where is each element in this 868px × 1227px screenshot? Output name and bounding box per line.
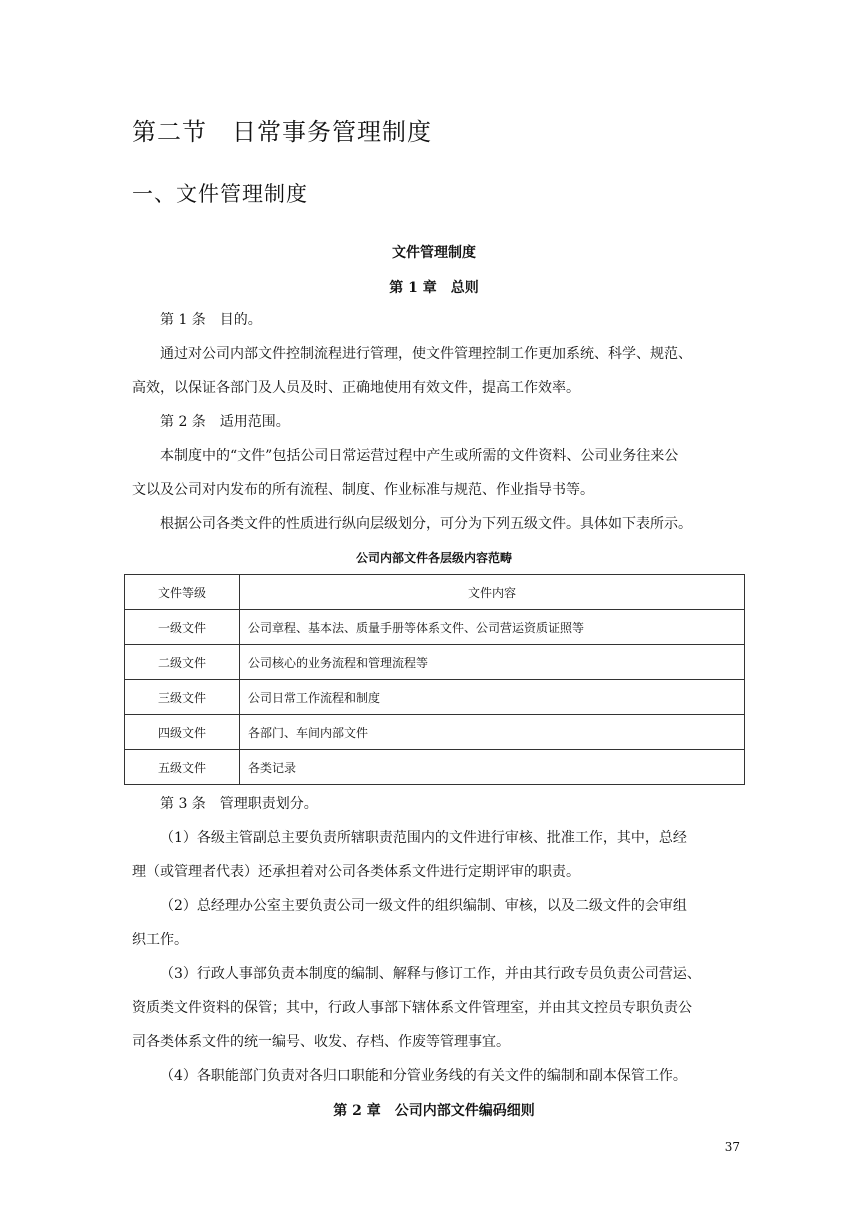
table-header-row bbox=[125, 575, 745, 610]
row-content: 公司核心的业务流程和管理流程等 bbox=[240, 645, 745, 680]
article-2-line-3: 根据公司各类文件的性质进行纵向层级划分，可分为下列五级文件。具体如下表所示。 bbox=[160, 516, 692, 532]
article-3-p1-line-2: 理（或管理者代表）还承担着对公司各类体系文件进行定期评审的职责。 bbox=[132, 864, 580, 880]
article-3-p3-line-2: 资质类文件资料的保管；其中，行政人事部下辖体系文件管理室，并由其文控员专职负责公 bbox=[132, 1000, 692, 1016]
chapter-2-heading: 第 2 章 公司内部文件编码细则 bbox=[333, 1103, 535, 1119]
article-1-line-1: 通过对公司内部文件控制流程进行管理，使文件管理控制工作更加系统、科学、规范、 bbox=[160, 346, 692, 362]
article-3-p4-line-1: （4）各职能部门负责对各归口职能和分管业务线的有关文件的编制和副本保管工作。 bbox=[160, 1068, 687, 1084]
article-3-p1-line-1: （1）各级主管副总主要负责所辖职责范围内的文件进行审核、批准工作，其中，总经 bbox=[160, 830, 687, 846]
row-content: 各类记录 bbox=[240, 750, 745, 785]
article-3-p3-line-3: 司各类体系文件的统一编号、收发、存档、作废等管理事宜。 bbox=[132, 1034, 510, 1050]
article-3-p3-line-1: （3）行政人事部负责本制度的编制、解释与修订工作，并由其行政专员负责公司营运、 bbox=[160, 966, 701, 982]
page-number: 37 bbox=[724, 1140, 740, 1154]
row-level: 五级文件 bbox=[125, 750, 240, 785]
table-row bbox=[125, 645, 745, 680]
table-row bbox=[125, 750, 745, 785]
article-3-body bbox=[132, 821, 744, 1093]
row-content: 各部门、车间内部文件 bbox=[240, 715, 745, 750]
article-1-body bbox=[132, 337, 744, 405]
article-2-body bbox=[132, 439, 744, 541]
row-level: 三级文件 bbox=[125, 680, 240, 715]
article-2-line-1: 本制度中的“文件”包括公司日常运营过程中产生或所需的文件资料、公司业务往来公 bbox=[160, 448, 679, 464]
article-1-line-2: 高效，以保证各部门及人员及时、正确地使用有效文件，提高工作效率。 bbox=[132, 380, 580, 396]
row-content: 公司章程、基本法、质量手册等体系文件、公司营运资质证照等 bbox=[240, 610, 745, 645]
file-level-table bbox=[124, 574, 745, 785]
row-content: 公司日常工作流程和制度 bbox=[240, 680, 745, 715]
header-level: 文件等级 bbox=[125, 575, 240, 610]
chapter-1-heading: 第 1 章 总则 bbox=[389, 280, 479, 296]
row-level: 二级文件 bbox=[125, 645, 240, 680]
header-content: 文件内容 bbox=[240, 575, 745, 610]
article-2-line-2: 文以及公司对内发布的所有流程、制度、作业标准与规范、作业指导书等。 bbox=[132, 482, 594, 498]
article-3-p2-line-2: 织工作。 bbox=[132, 932, 188, 948]
row-level: 四级文件 bbox=[125, 715, 240, 750]
table-row bbox=[125, 715, 745, 750]
table-row bbox=[125, 610, 745, 645]
article-1-label: 第 1 条 目的。 bbox=[160, 312, 262, 328]
subsection-heading: 一、文件管理制度 bbox=[132, 182, 308, 206]
table-row bbox=[125, 680, 745, 715]
article-3-p2-line-1: （2）总经理办公室主要负责公司一级文件的组织编制、审核，以及二级文件的会审组 bbox=[160, 898, 687, 914]
article-3-label: 第 3 条 管理职责划分。 bbox=[160, 796, 318, 812]
document-title: 文件管理制度 bbox=[392, 245, 476, 261]
row-level: 一级文件 bbox=[125, 610, 240, 645]
table-caption: 公司内部文件各层级内容范畴 bbox=[355, 551, 512, 565]
section-heading: 第二节 日常事务管理制度 bbox=[132, 118, 432, 146]
article-2-label: 第 2 条 适用范围。 bbox=[160, 414, 290, 430]
